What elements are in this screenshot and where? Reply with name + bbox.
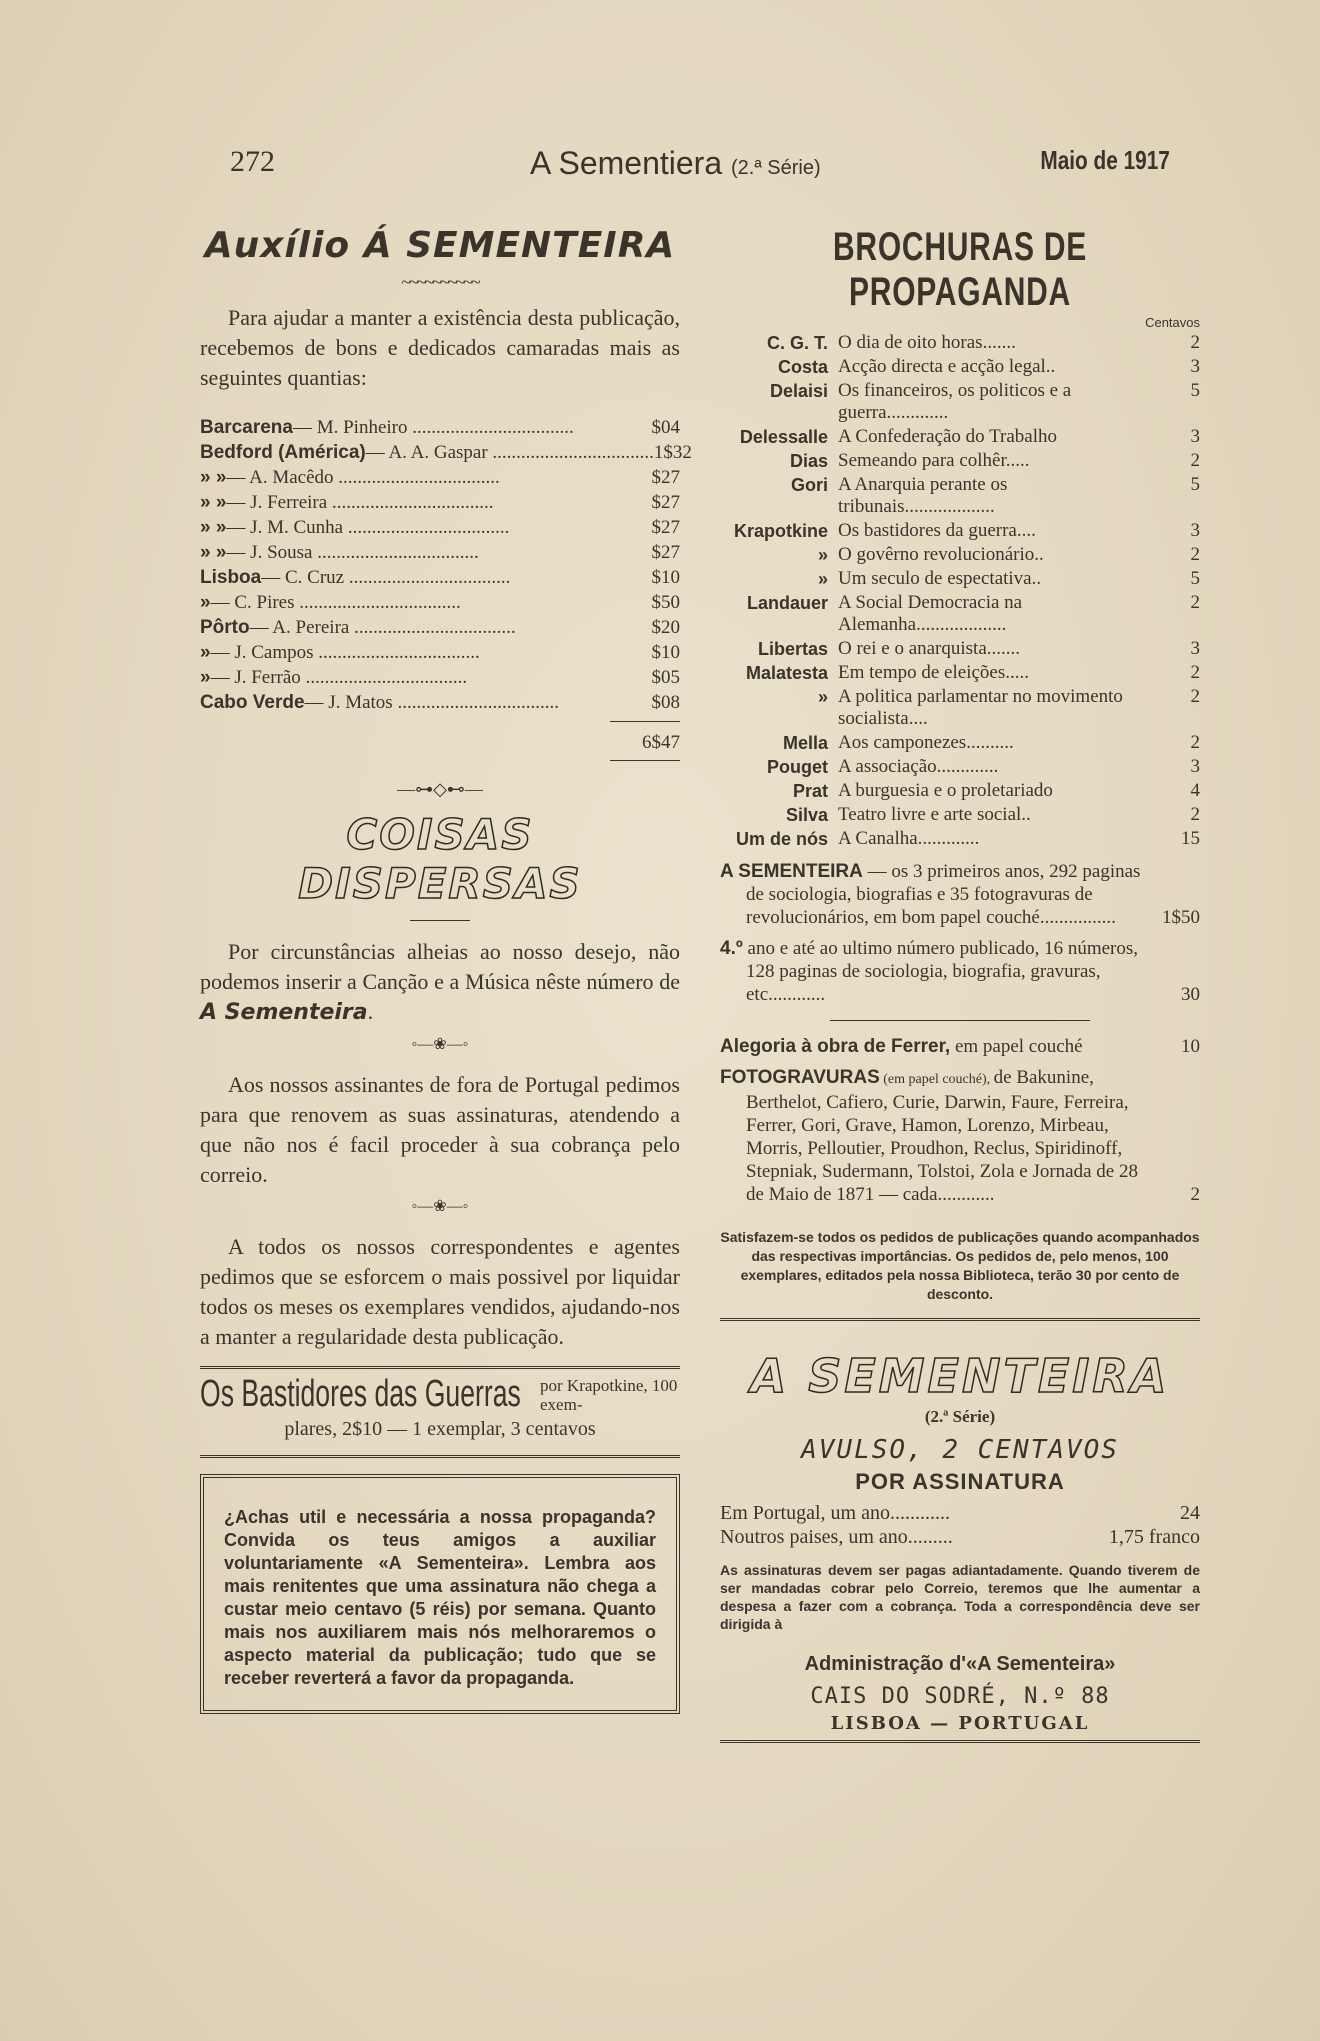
offer-b-text (720, 937, 1150, 1006)
short-rule (410, 920, 470, 921)
brochure-title: A burguesia e o proletariado (838, 780, 1053, 801)
donations-total: 6$47 (642, 732, 680, 753)
brochure-author: Um de nós (735, 829, 828, 849)
donation-row (200, 590, 680, 615)
brochure-row (720, 450, 1200, 472)
brochure-price: 5 (1190, 474, 1200, 495)
brochure-price: 2 (1190, 592, 1200, 613)
alegoria-price: 10 (1181, 1036, 1200, 1057)
brochure-author: Silva (785, 805, 828, 825)
offer-b-lead: 4.º (720, 938, 743, 959)
brochure-title: Um seculo de espectativa.. (838, 568, 1042, 589)
centavos-unit: Centavos (1145, 315, 1200, 330)
brochure-author: Pouget (767, 757, 828, 777)
foto-price: 2 (1190, 1184, 1200, 1205)
masthead-address: CAIS DO SODRÉ, N.º 88 (810, 1684, 1110, 1709)
brochure-price: 3 (1190, 356, 1200, 377)
donations-list (200, 415, 692, 715)
masthead-avulso: AVULSO, 2 CENTAVOS (801, 1435, 1119, 1465)
ad-rule-bottom (200, 1455, 680, 1458)
donation-dots: .................................. (327, 492, 494, 513)
donation-place: Lisboa (200, 567, 262, 588)
divider-ornament: —⊶◇⊷— (397, 779, 483, 799)
brochure-row (720, 756, 1200, 778)
page-title (530, 145, 821, 182)
donation-value: $20 (651, 617, 680, 638)
donation-row (200, 640, 680, 665)
price-row-outros (720, 1525, 1200, 1549)
donation-place: Bedford (América) (200, 442, 366, 463)
alegoria-body: em papel couché (950, 1036, 1083, 1057)
masthead-por-assinatura: POR ASSINATURA (855, 1469, 1065, 1494)
donation-row (200, 690, 680, 715)
brochure-title: A politica parlamentar no movimento socialista.... (838, 686, 1123, 729)
brochure-title: Aos camponezes.......... (838, 732, 1014, 753)
donation-label (200, 565, 610, 590)
donation-label (200, 415, 610, 440)
offer-a-body: — os 3 primeiros anos, 292 paginas de sociologia, biografias e 35 fotogravuras de revolucionários, em bom papel couché................ (746, 861, 1141, 928)
offer-row-b (720, 937, 1200, 1006)
foto-text (720, 1066, 1150, 1206)
donation-place: Pôrto (200, 617, 250, 638)
offer-a-lead: A SEMENTEIRA (720, 861, 863, 882)
brochure-price: 5 (1190, 380, 1200, 401)
donation-place: » » (200, 542, 227, 563)
brochure-author: Krapotkine (733, 521, 828, 541)
brochure-author: C. G. T. (766, 333, 828, 353)
donation-dots: .................................. (313, 642, 480, 663)
donation-dots: .................................. (300, 667, 468, 688)
brochure-author: Malatesta (745, 663, 828, 683)
donation-name: — A. A. Gaspar (365, 442, 488, 463)
donation-label (200, 590, 610, 615)
brochure-title: Semeando para colhêr..... (838, 450, 1030, 471)
donation-dots: .................................. (312, 542, 479, 563)
brochure-price: 3 (1190, 520, 1200, 541)
donation-label (200, 640, 610, 665)
brochure-author: » (817, 687, 828, 707)
alegoria-text (720, 1035, 1150, 1058)
donation-name: — J. Sousa (226, 542, 313, 563)
brochuras-title: BROCHURAS DE PROPAGANDA (832, 225, 1088, 314)
brochure-author: » (817, 569, 828, 589)
brochure-title: Acção directa e acção legal.. (838, 356, 1056, 377)
donation-row (200, 565, 680, 590)
masthead-city: LISBOA — PORTUGAL (720, 1713, 1200, 1743)
brochure-title: A associação............. (838, 756, 999, 777)
offer-a-text (720, 860, 1150, 929)
brochure-author: Dias (789, 451, 828, 471)
donation-label (200, 490, 610, 515)
donation-place: » » (200, 517, 227, 538)
donation-name: — J. M. Cunha (226, 517, 344, 538)
sementeira-offers (720, 860, 1200, 1206)
brochure-author: Delaisi (769, 381, 828, 401)
brochure-title: Os financeiros, os politicos e a guerra............. (838, 380, 1072, 423)
brochure-title: Os bastidores da guerra.... (838, 520, 1036, 541)
page-serie: (2.ª Série) (731, 157, 821, 179)
donation-value: $08 (651, 692, 680, 713)
brochure-title: A Canalha............. (838, 828, 980, 849)
brochure-author: Landauer (746, 593, 828, 613)
brochure-price: 5 (1190, 568, 1200, 589)
brochure-row (720, 732, 1200, 754)
donation-value: $27 (651, 467, 680, 488)
small-separator-1: ◦—❀—◦ (411, 1036, 469, 1053)
donation-label (200, 665, 610, 690)
brochure-row (720, 380, 1200, 424)
offer-row-a (720, 860, 1200, 929)
offer-a-price: 1$50 (1162, 907, 1200, 928)
coisas-paragraph-2: Aos nossos assinantes de fora de Portugal pedimos para que renovem as suas assinaturas, atendendo a que não nos é facil proceder à sua cobrança pelo correio. (200, 1072, 680, 1187)
brochure-row (720, 474, 1200, 518)
alegoria-lead: Alegoria à obra de Ferrer, (720, 1036, 951, 1057)
brochure-price: 2 (1190, 544, 1200, 565)
donation-value: $50 (651, 592, 680, 613)
brochure-price: 3 (1190, 638, 1200, 659)
auxilio-title: Auxílio Á SEMENTEIRA (204, 225, 676, 266)
offer-row-foto (720, 1066, 1200, 1206)
brochure-price: 4 (1190, 780, 1200, 801)
donation-name: — C. Pires (210, 592, 295, 613)
brochure-row (720, 638, 1200, 660)
donation-dots: .................................. (407, 417, 574, 438)
price-row-portugal (720, 1501, 1200, 1525)
bastidores-ad-title: Os Bastidores das Guerras (200, 1373, 521, 1415)
donation-row (200, 440, 692, 465)
bastidores-ad (200, 1373, 680, 1416)
price-value-outros: 1,75 franco (1108, 1526, 1200, 1548)
donation-place: » (200, 592, 211, 613)
total-rule-bottom (610, 760, 680, 761)
right-column (720, 225, 1200, 1743)
donation-name: — J. Ferreira (226, 492, 328, 513)
donation-place: Barcarena (200, 417, 293, 438)
price-label-outros: Noutros paises, um ano......... (720, 1526, 953, 1548)
donation-place: » (200, 642, 211, 663)
brochure-author: Gori (790, 475, 828, 495)
donation-name: — M. Pinheiro (292, 417, 408, 438)
page-header (230, 145, 1170, 185)
masthead-note: As assinaturas devem ser pagas adiantadamente. Quando tiverem de ser mandadas cobrar pelo Correio, teremos que lhe aumentar a despesa a fazer com a cobrança. Toda a correspondência deve ser dirigida à (720, 1562, 1200, 1632)
offer-row-alegoria (720, 1035, 1200, 1058)
coisas-p1-end: . (367, 999, 374, 1024)
left-column (200, 225, 692, 1714)
donation-value: $27 (651, 492, 680, 513)
brochure-price: 3 (1190, 756, 1200, 777)
brochure-row (720, 356, 1200, 378)
donation-name: — J. Ferrão (210, 667, 301, 688)
coisas-paragraph-3: A todos os nossos correspondentes e agentes pedimos que se esforcem o mais possivel por liquidar todos os meses os exemplares vendidos, ajudando-nos a manter a regularidade desta publicação. (200, 1234, 680, 1349)
donation-label (200, 515, 610, 540)
brochure-price: 2 (1190, 662, 1200, 683)
masthead-name: A SEMENTEIRA (750, 1349, 1170, 1403)
brochure-row (720, 592, 1200, 636)
bastidores-ad-author: por Krapotkine, 100 exem- (540, 1375, 678, 1414)
brochure-price: 2 (1190, 804, 1200, 825)
donation-value: $05 (651, 667, 680, 688)
donation-dots: .................................. (344, 567, 511, 588)
donation-dots: .................................. (343, 517, 510, 538)
offer-b-body: ano e até ao ultimo número publicado, 16 números, 128 paginas de sociologia, biografia, gravuras, etc............ (742, 938, 1139, 1005)
satisfazem-note: Satisfazem-se todos os pedidos de publicações quando acompanhados das respectivas importâncias. Os pedidos de, pelo menos, 100 exemplares, editados pela nossa Biblioteca, terão 30 por cento de desconto. (720, 1229, 1200, 1302)
donation-name: — A. Macêdo (226, 467, 334, 488)
total-rule-top (610, 721, 680, 722)
coisas-title: COISAS DISPERSAS (298, 810, 582, 908)
brochure-author: » (817, 545, 828, 565)
brochure-price: 2 (1190, 332, 1200, 353)
bastidores-ad-prices: plares, 2$10 — 1 exemplar, 3 centavos (284, 1418, 596, 1440)
donation-place: » » (200, 467, 227, 488)
donation-dots: .................................. (487, 442, 654, 463)
page-date: Maio de 1917 (1040, 145, 1170, 175)
brochure-author: Delessalle (739, 427, 828, 447)
donation-row (200, 490, 680, 515)
donation-row (200, 615, 680, 640)
donation-row (200, 540, 680, 565)
masthead (720, 1349, 1200, 1743)
donation-value: $10 (651, 642, 680, 663)
donation-label (200, 615, 610, 640)
brochure-price: 3 (1190, 426, 1200, 447)
brochure-author: Libertas (757, 639, 828, 659)
masthead-admin: Administração d'«A Sementeira» (804, 1653, 1116, 1675)
brochure-price: 15 (1181, 828, 1200, 849)
offers-rule (830, 1020, 1090, 1021)
donation-row (200, 465, 680, 490)
coisas-p1-em: A Sementeira (200, 1000, 368, 1025)
donation-label (200, 465, 610, 490)
brochure-author: Mella (782, 733, 828, 753)
brochure-title: A Anarquia perante os tribunais................... (838, 474, 1008, 517)
brochure-row (720, 662, 1200, 684)
brochure-title: A Confederação do Trabalho (838, 426, 1057, 447)
coisas-p1-start: Por circunstâncias alheias ao nosso desejo, não podemos inserir a Canção e a Música nêste número de (200, 939, 680, 994)
donation-row (200, 515, 680, 540)
brochure-row (720, 686, 1200, 730)
brochure-row (720, 828, 1200, 850)
foto-note: (em papel couché), (879, 1072, 994, 1087)
donation-row (200, 665, 680, 690)
price-label-portugal: Em Portugal, um ano............ (720, 1502, 950, 1524)
price-value-portugal: 24 (1180, 1502, 1200, 1524)
donation-dots: .................................. (392, 692, 559, 713)
donation-value: $27 (651, 542, 680, 563)
page-number: 272 (230, 145, 275, 178)
brochure-row (720, 804, 1200, 826)
brochure-price: 2 (1190, 686, 1200, 707)
brochure-title: O govêrno revolucionário.. (838, 544, 1044, 565)
donation-place: Cabo Verde (200, 692, 305, 713)
brochure-row (720, 568, 1200, 590)
brochure-title: O rei e o anarquista....... (838, 638, 1021, 659)
brochure-row (720, 780, 1200, 802)
donation-value: $10 (651, 567, 680, 588)
donation-name: — J. Campos (210, 642, 314, 663)
brochure-title: O dia de oito horas....... (838, 332, 1016, 353)
brochure-author: Costa (777, 357, 828, 377)
offer-b-price: 30 (1181, 984, 1200, 1005)
donation-label (200, 440, 654, 465)
donation-value: 1$32 (653, 442, 692, 463)
brochure-author: Prat (792, 781, 828, 801)
donation-name: — A. Pereira (249, 617, 350, 638)
ad-rule-top (200, 1366, 680, 1369)
masthead-rule (720, 1318, 1200, 1321)
page-title-text: A Sementiera (530, 145, 723, 181)
coisas-paragraph-1 (200, 937, 680, 1028)
donation-place: » » (200, 492, 227, 513)
brochure-row (720, 544, 1200, 566)
squiggle-ornament: ~~~~~~~~~~ (401, 272, 479, 292)
donation-label (200, 540, 610, 565)
brochures-list (720, 332, 1200, 850)
donation-place: » (200, 667, 211, 688)
brochure-title: Em tempo de eleições..... (838, 662, 1029, 683)
brochure-title: Teatro livre e arte social.. (838, 804, 1031, 825)
foto-body: de Bakunine, Berthelot, Cafiero, Curie, Darwin, Faure, Ferreira, Ferrer, Gori, Grave, Hamon, Lorenzo, Mirbeau, Morris, Pelloutier, Proudhon, Reclus, Spiridinoff, Stepniak, Sudermann, Tolstoi, Zola e Jornada de 28 de Maio de 1871 — cada............ (746, 1067, 1138, 1205)
donation-name: — J. Matos (304, 692, 393, 713)
donation-row (200, 415, 680, 440)
brochure-price: 2 (1190, 450, 1200, 471)
donation-dots: .................................. (333, 467, 500, 488)
brochure-row (720, 426, 1200, 448)
brochure-row (720, 520, 1200, 542)
brochure-title: A Social Democracia na Alemanha................... (838, 592, 1023, 635)
brochure-row (720, 332, 1200, 354)
donation-dots: .................................. (349, 617, 516, 638)
brochure-price: 2 (1190, 732, 1200, 753)
auxilio-intro: Para ajudar a manter a existência desta publicação, recebemos de bons e dedicados camaradas mais as seguintes quantias: (200, 305, 680, 390)
small-separator-2: ◦—❀—◦ (411, 1198, 469, 1215)
propaganda-box: ¿Achas util e necessária a nossa propaganda? Convida os teus amigos a auxiliar voluntariamente «A Sementeira». Lembra aos mais renitentes que uma assinatura não chega a custar meio centavo (5 réis) por semana. Quanto mais nos auxiliarem mais nós melhoraremos o aspecto material da publicação; tudo que se receber reverterá a favor da propaganda. (200, 1474, 680, 1714)
donation-dots: .................................. (294, 592, 461, 613)
donation-name: — C. Cruz (261, 567, 345, 588)
donation-value: $04 (651, 417, 680, 438)
foto-lead: FOTOGRAVURAS (720, 1067, 880, 1088)
donation-value: $27 (651, 517, 680, 538)
donation-label (200, 690, 610, 715)
masthead-serie: (2.ª Série) (924, 1407, 996, 1426)
